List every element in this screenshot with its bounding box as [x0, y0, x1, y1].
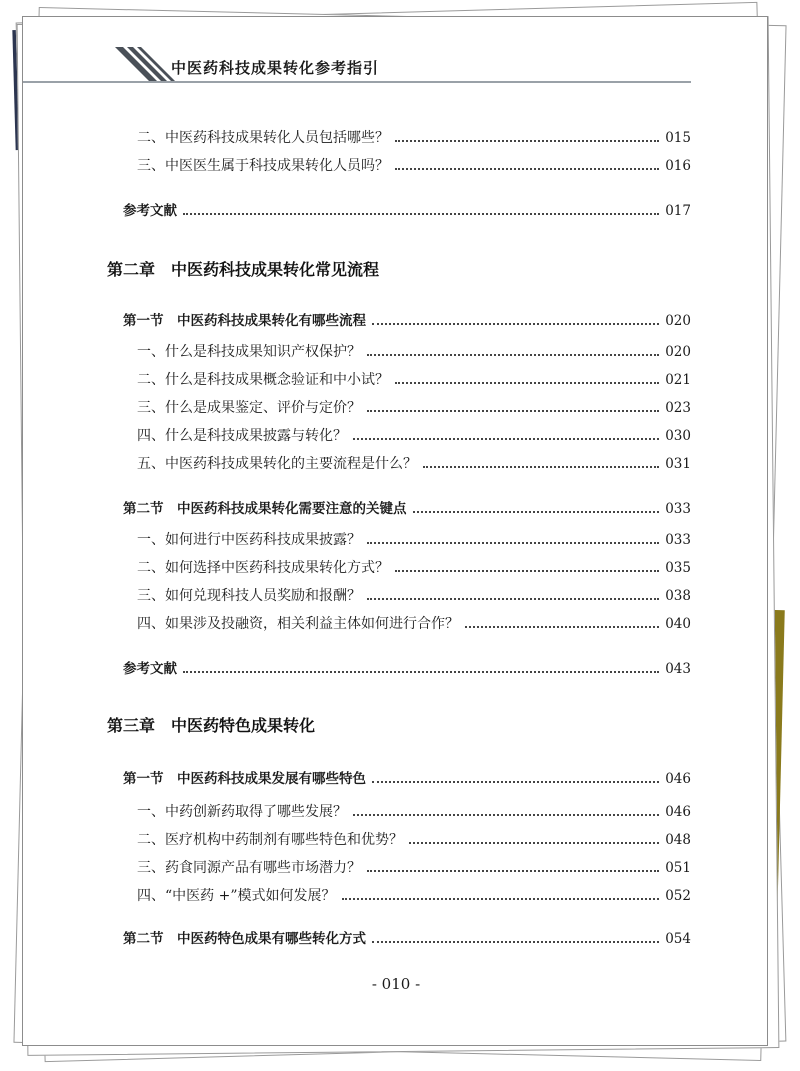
toc-page-number: 030: [665, 428, 691, 444]
toc-entry-label: 一、如何进行中医药科技成果披露？: [137, 532, 361, 548]
toc-references-entry[interactable]: [123, 199, 691, 219]
toc-page-number: 015: [665, 130, 691, 146]
toc-entry-label: 参考文献: [123, 661, 177, 677]
toc-page-number: 033: [665, 501, 691, 517]
toc-leader-dots: [372, 781, 659, 783]
toc-entry-label: 第一节 中医药科技成果转化有哪些流程: [123, 313, 366, 329]
toc-entry-label: 三、中医医生属于科技成果转化人员吗？: [137, 158, 389, 174]
toc-entry[interactable]: [137, 613, 691, 633]
toc-entry[interactable]: [137, 453, 691, 473]
toc-entry[interactable]: [137, 425, 691, 445]
toc-page-number: 017: [665, 203, 691, 219]
toc-entry[interactable]: [137, 557, 691, 577]
toc-entry-label: 三、药食同源产品有哪些市场潜力？: [137, 860, 361, 876]
toc-entry-label: 四、“中医药 +”模式如何发展？: [137, 888, 336, 904]
toc-leader-dots: [367, 354, 659, 356]
toc-entry-label: 四、什么是科技成果披露与转化？: [137, 428, 347, 444]
toc-leader-dots: [353, 438, 659, 440]
toc-entry-label: 一、中药创新药取得了哪些发展？: [137, 804, 347, 820]
toc-entry[interactable]: [137, 585, 691, 605]
running-header-title: 中医药科技成果转化参考指引: [171, 59, 380, 77]
toc-entry-label: 第二节 中医药科技成果转化需要注意的关键点: [123, 501, 407, 517]
toc-page-number: 020: [665, 313, 691, 329]
toc-section-entry[interactable]: [123, 767, 691, 787]
toc-entry-label: 第二节 中医药特色成果有哪些转化方式: [123, 931, 366, 947]
toc-leader-dots: [395, 140, 659, 142]
toc-entry[interactable]: [137, 155, 691, 175]
toc-entry-label: 二、什么是科技成果概念验证和中小试？: [137, 372, 389, 388]
page-footer-number: - 010 -: [371, 975, 421, 993]
header-stripe-decoration: [115, 47, 175, 83]
toc-entry[interactable]: [137, 801, 691, 821]
toc-section-entry[interactable]: [123, 927, 691, 947]
toc-entry[interactable]: [137, 829, 691, 849]
toc-page-number: 020: [665, 344, 691, 360]
toc-page-number: 021: [665, 372, 691, 388]
toc-page-number: 052: [665, 888, 691, 904]
page-header: [23, 17, 769, 97]
chapter-heading[interactable]: 第二章 中医药科技成果转化常见流程: [107, 260, 380, 279]
toc-entry-label: 四、如果涉及投融资，相关利益主体如何进行合作？: [137, 616, 459, 632]
toc-page-number: 051: [665, 860, 691, 876]
toc-leader-dots: [367, 598, 659, 600]
toc-page-number: 054: [665, 931, 691, 947]
toc-entry[interactable]: [137, 127, 691, 147]
toc-leader-dots: [395, 570, 659, 572]
toc-leader-dots: [367, 542, 659, 544]
document-page: [22, 16, 768, 1046]
toc-leader-dots: [183, 671, 659, 673]
toc-page-number: 023: [665, 400, 691, 416]
toc-page-number: 048: [665, 832, 691, 848]
toc-section-entry[interactable]: [123, 309, 691, 329]
toc-entry[interactable]: [137, 857, 691, 877]
toc-leader-dots: [395, 382, 659, 384]
toc-page-number: 046: [665, 804, 691, 820]
toc-leader-dots: [367, 410, 659, 412]
chapter-heading[interactable]: 第三章 中医药特色成果转化: [107, 716, 316, 735]
toc-leader-dots: [395, 168, 659, 170]
toc-entry[interactable]: [137, 885, 691, 905]
toc-leader-dots: [367, 870, 659, 872]
toc-entry-label: 五、中医药科技成果转化的主要流程是什么？: [137, 456, 417, 472]
toc-page-number: 016: [665, 158, 691, 174]
toc-section-entry[interactable]: [123, 497, 691, 517]
toc-leader-dots: [372, 941, 659, 943]
toc-entry-label: 二、中医药科技成果转化人员包括哪些？: [137, 130, 389, 146]
toc-entry[interactable]: [137, 341, 691, 361]
toc-entry-label: 三、如何兑现科技人员奖励和报酬？: [137, 588, 361, 604]
toc-leader-dots: [183, 213, 659, 215]
toc-references-entry[interactable]: [123, 657, 691, 677]
toc-page-number: 046: [665, 771, 691, 787]
toc-leader-dots: [353, 814, 659, 816]
toc-page-number: 031: [665, 456, 691, 472]
toc-leader-dots: [413, 511, 660, 513]
toc-entry-label: 二、如何选择中医药科技成果转化方式？: [137, 560, 389, 576]
toc-page-number: 040: [665, 616, 691, 632]
toc-leader-dots: [465, 626, 659, 628]
toc-entry[interactable]: [137, 369, 691, 389]
toc-leader-dots: [342, 898, 660, 900]
toc-leader-dots: [423, 466, 659, 468]
toc-entry-label: 三、什么是成果鉴定、评价与定价？: [137, 400, 361, 416]
toc-entry[interactable]: [137, 529, 691, 549]
toc-leader-dots: [372, 323, 659, 325]
toc-page-number: 033: [665, 532, 691, 548]
toc-leader-dots: [409, 842, 659, 844]
toc-page-number: 043: [665, 661, 691, 677]
toc-entry[interactable]: [137, 397, 691, 417]
header-rule: [23, 81, 691, 83]
toc-entry-label: 参考文献: [123, 203, 177, 219]
toc-entry-label: 一、什么是科技成果知识产权保护？: [137, 344, 361, 360]
toc-page-number: 038: [665, 588, 691, 604]
toc-page-number: 035: [665, 560, 691, 576]
toc-entry-label: 二、医疗机构中药制剂有哪些特色和优势？: [137, 832, 403, 848]
toc-entry-label: 第一节 中医药科技成果发展有哪些特色: [123, 771, 366, 787]
